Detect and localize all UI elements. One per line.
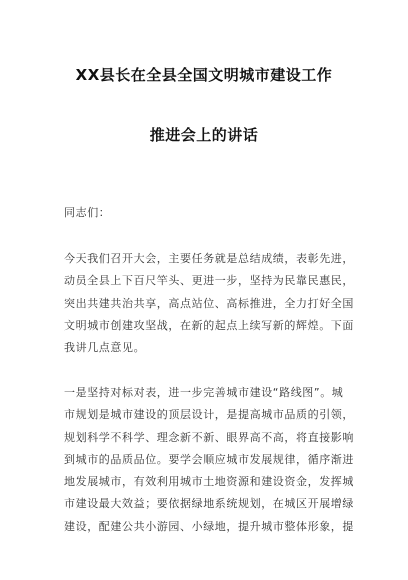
paragraph-line: 市规划是城市建设的顶层设计，是提高城市品质的引领， xyxy=(64,408,354,422)
paragraph-line: 突出共建共治共享，高点站位、高标推进，全力打好全国 xyxy=(64,296,354,310)
document-title-line-1: XX县长在全县全国文明城市建设工作 xyxy=(75,66,333,84)
paragraph-line: 今天我们召开大会，主要任务就是总结成绩，表彰先进， xyxy=(64,252,354,265)
paragraph-line: 我讲几点意见。 xyxy=(64,341,146,355)
paragraph-line: 动员全县上下百尺竿头、更进一步，坚持为民靠民惠民， xyxy=(64,274,354,288)
paragraph-2 xyxy=(64,382,360,538)
paragraph-line: 到城市的品质品位。要学会顺应城市发展规律，循序渐进 xyxy=(64,452,354,466)
paragraph-line: 建设，配建公共小游园、小绿地，提升城市整体形象，提 xyxy=(64,519,354,533)
paragraph-line: 地发展城市，有效利用城市土地资源和建设资金，发挥城 xyxy=(64,475,354,489)
greeting-text: 同志们： xyxy=(64,206,111,219)
document-title-line-2: 推进会上的讲话 xyxy=(149,126,259,144)
greeting xyxy=(64,202,360,224)
paragraph-line: 规划科学不科学、理念新不新、眼界高不高，将直接影响 xyxy=(64,430,354,444)
paragraph-line: 文明城市创建攻坚战，在新的起点上续写新的辉煌。下面 xyxy=(64,318,354,332)
paragraph-line: 市建设最大效益；要依据绿地系统规划，在城区开展增绿 xyxy=(64,497,354,511)
paragraph-1 xyxy=(64,248,360,359)
paragraph-line: 一是坚持对标对表，进一步完善城市建设“路线图”。城 xyxy=(64,386,344,399)
